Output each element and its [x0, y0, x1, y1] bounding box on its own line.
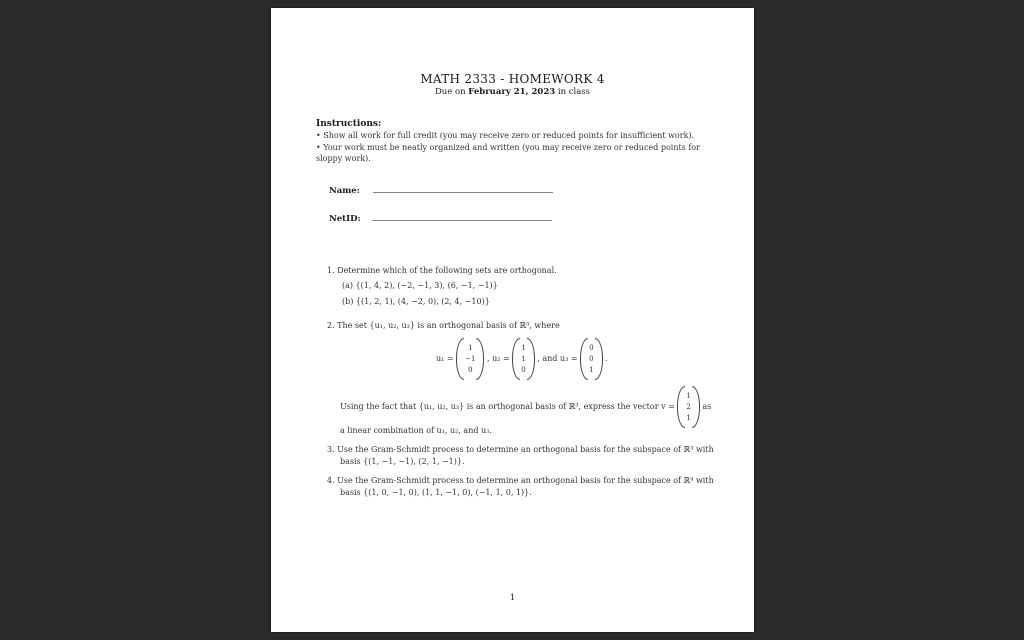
- u3-vector: [580, 338, 602, 380]
- problem-3-cont: basis {(1, −1, −1), (2, 1, −1)}.: [340, 457, 465, 466]
- netid-blank[interactable]: [372, 220, 552, 221]
- u1-entry: 0: [468, 365, 473, 374]
- u2-vector: [512, 338, 534, 380]
- page-number: 1: [509, 593, 516, 603]
- due-prefix: Due on: [434, 87, 469, 97]
- u3-entry: 1: [589, 365, 594, 374]
- document-page: [271, 8, 754, 632]
- instruction-bullet-1: • Show all work for full credit (you may receive zero or reduced points for insufficient work).: [316, 131, 695, 140]
- u3-entry: 0: [589, 354, 594, 363]
- problem-4: 4. Use the Gram-Schmidt process to determine an orthogonal basis for the subspace of ℝ⁴ with: [327, 476, 714, 485]
- instruction-bullet-1-text: Show all work for full credit (you may receive zero or reduced points for insufficient work).: [323, 131, 695, 140]
- basis-vectors-display: [436, 338, 608, 380]
- problem-1: 1. Determine which of the following sets are orthogonal.: [327, 266, 557, 275]
- u3-entry: 0: [589, 343, 594, 352]
- problem-2-as: as: [702, 402, 712, 411]
- due-suffix: in class: [555, 87, 591, 97]
- u2-entry: 0: [521, 365, 526, 374]
- u2-label: , u₂ =: [487, 354, 510, 363]
- problem-2-text: Using the fact that {u₁, u₂, u₃} is an orthogonal basis of ℝ³, express the vector v =: [340, 402, 675, 411]
- name-field[interactable]: [329, 178, 553, 197]
- u3-label: , and u₃ =: [537, 354, 578, 363]
- problem-2: 2. The set {u₁, u₂, u₃} is an orthogonal basis of ℝ³, where: [327, 321, 560, 330]
- u1-label: u₁ =: [436, 354, 454, 363]
- v-vector: [677, 386, 699, 428]
- v-entry: 1: [686, 391, 691, 400]
- instruction-bullet-2: • Your work must be neatly organized and written (you may receive zero or reduced points for: [316, 143, 700, 152]
- problem-4-cont: basis {(1, 0, −1, 0), (1, 1, −1, 0), (−1, 1, 0, 1)}.: [340, 488, 532, 497]
- v-entry: 2: [686, 402, 691, 411]
- netid-field[interactable]: [329, 206, 552, 225]
- u1-vector: [456, 338, 484, 380]
- problem-1a: (a) {(1, 4, 2), (−2, −1, 3), (6, −1, −1)}: [342, 281, 498, 290]
- problem-1b: (b) {(1, 2, 1), (4, −2, 0), (2, 4, −10)}: [342, 297, 490, 306]
- problem-2-line-2: [340, 386, 711, 428]
- name-blank[interactable]: [373, 192, 553, 193]
- u2-entry: 1: [521, 343, 526, 352]
- u2-entry: 1: [521, 354, 526, 363]
- page-title: MATH 2333 - HOMEWORK 4: [420, 72, 605, 86]
- v-entry: 1: [686, 413, 691, 422]
- problem-2-line-3: a linear combination of u₁, u₂, and u₃.: [340, 426, 492, 435]
- u1-entry: 1: [468, 343, 473, 352]
- u1-entry: −1: [465, 354, 476, 363]
- period: .: [605, 354, 608, 363]
- instructions-heading: Instructions:: [316, 119, 382, 129]
- problem-3: 3. Use the Gram-Schmidt process to determine an orthogonal basis for the subspace of ℝ³ with: [327, 445, 714, 454]
- instruction-bullet-2-text: Your work must be neatly organized and written (you may receive zero or reduced points for: [323, 143, 700, 152]
- due-date: February 21, 2023: [468, 87, 556, 97]
- instruction-bullet-2-cont: sloppy work).: [316, 154, 371, 163]
- netid-label: NetID:: [329, 214, 361, 224]
- name-label: Name:: [329, 186, 360, 196]
- due-date-line: [271, 87, 754, 97]
